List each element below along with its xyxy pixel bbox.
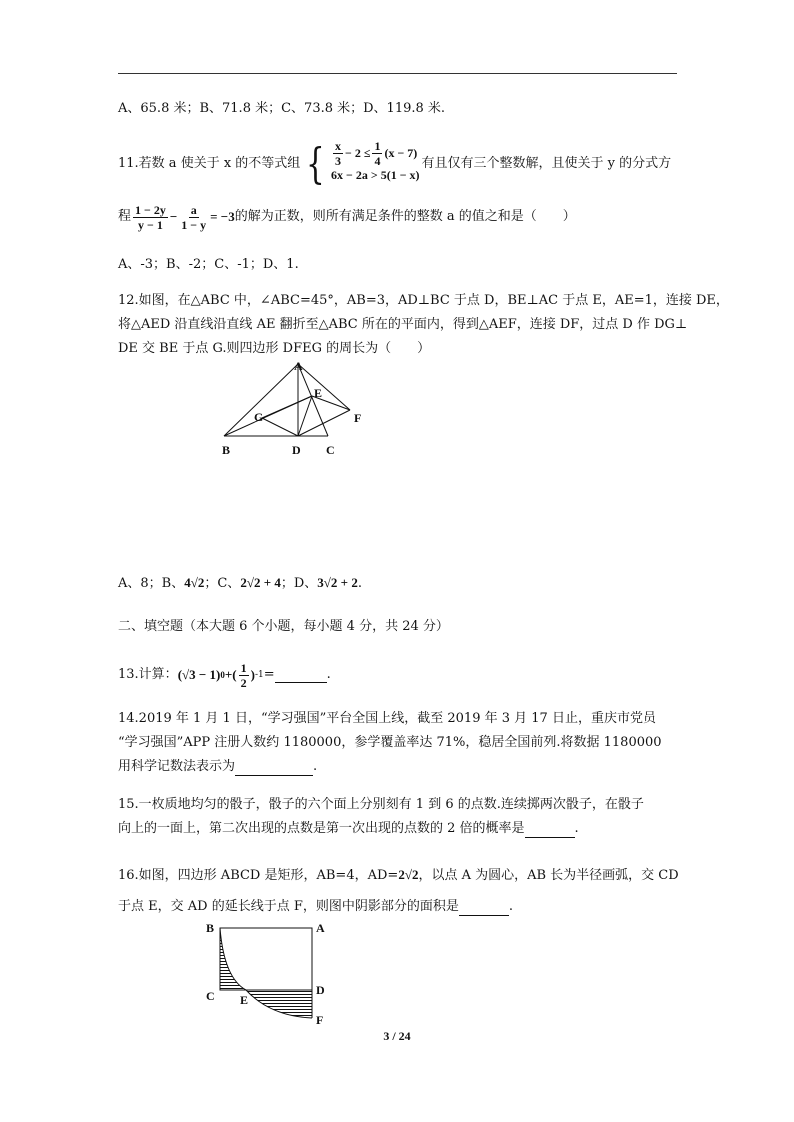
q11-line2 xyxy=(118,200,576,234)
q11-sys1-tail: (x − 7) xyxy=(384,146,418,160)
q14-line3: 用科学记数法表示为 . xyxy=(118,759,318,774)
q13-frac: $\frac{1}{2}$ xyxy=(240,660,247,690)
label-A: A xyxy=(294,360,303,373)
q10-options: A、65.8 米；B、71.8 米；C、73.8 米；D、119.8 米. xyxy=(118,101,446,116)
q11-line2-tail: 的解为正数，则所有满足条件的整数 a 的值之和是（ ） xyxy=(234,209,576,224)
label-D: D xyxy=(292,443,301,457)
q11-eq-rhs: = −3 xyxy=(210,209,235,224)
q11-eq-frac2: $\frac{a}{1 - y}$ xyxy=(181,202,207,232)
q11-options: A、-3；B、-2；C、-1；D、1. xyxy=(118,257,299,272)
q13-answer-blank[interactable] xyxy=(275,668,327,683)
label-B: B xyxy=(222,443,231,457)
q11-after-sys: 有且仅有三个整数解，且使关于 y 的分式方 xyxy=(421,156,672,171)
q12-line3: DE 交 BE 于点 G.则四边形 DFEG 的周长为（ ） xyxy=(118,341,431,356)
q14-answer-blank[interactable] xyxy=(235,761,313,776)
page-number: 3 / 24 xyxy=(383,1029,411,1043)
q15-answer-blank[interactable] xyxy=(525,823,575,838)
label-A: A xyxy=(316,921,325,935)
label-E: E xyxy=(240,993,249,1007)
q15-line2: 向上的一面上，第二次出现的点数是第一次出现的点数的 2 倍的概率是 . xyxy=(118,821,579,836)
q14-line1: 14.2019 年 1 月 1 日，“学习强国”平台全国上线，截至 2019 年 3 月 17 日止，重庆市党员 xyxy=(118,711,656,726)
q13-line: 13.计算： (√3 − 1) 0 +( $\frac{1}{2}$ ) -1 = . xyxy=(118,660,331,690)
q11-eq-minus: − xyxy=(169,209,178,224)
label-E: E xyxy=(314,386,323,400)
header-rule xyxy=(118,73,677,74)
q16-answer-blank[interactable] xyxy=(459,901,509,916)
q11-eq-frac1: $\frac{1 - 2y}{y - 1}$ xyxy=(135,202,166,232)
label-C: C xyxy=(206,989,215,1003)
label-B: B xyxy=(206,921,215,935)
label-G: G xyxy=(254,410,264,424)
q16-line1: 16.如图，四边形 ABCD 是矩形，AB=4，AD=2√2，以点 A 为圆心，AB 长为半径画弧，交 CD xyxy=(118,867,679,883)
label-D: D xyxy=(316,983,325,997)
q12-line1: 12.如图，在△ABC 中，∠ABC=45°，AB=3，AD⊥BC 于点 D，BE⊥AC 于点 E，AE=1，连接 DE， xyxy=(118,293,729,308)
q12-options: A、8；B、4√2；C、2√2 + 4；D、3√2 + 2. xyxy=(118,575,362,591)
section2-heading: 二、填空题（本大题 6 个小题，每小题 4 分，共 24 分） xyxy=(118,619,449,634)
q16-rectangle-arc-figure xyxy=(200,918,340,1030)
q11-inequality-system xyxy=(302,138,420,188)
q11-lead: 11.若数 a 使关于 x 的不等式组 xyxy=(118,156,301,171)
q12-triangle-figure xyxy=(210,360,370,460)
label-C: C xyxy=(326,443,335,457)
q11-frac-x-over-3: $\frac{x}{3}$ xyxy=(335,138,342,168)
q11-line2-lead: 程 xyxy=(118,209,132,224)
q11-sys2: 6x − 2a > 5(1 − x) xyxy=(331,168,420,182)
q15-line1: 15.一枚质地均匀的骰子，骰子的六个面上分别刻有 1 到 6 的点数.连续掷两次骰子，在骰子 xyxy=(118,797,644,812)
q11-sys1-mid: − 2 ≤ xyxy=(345,146,371,160)
left-brace-glyph: { xyxy=(306,139,326,188)
q11-line1 xyxy=(118,138,672,188)
q14-line2: “学习强国”APP 注册人数约 1180000，参学覆盖率达 71%，稳居全国前列.将数据 1180000 xyxy=(118,735,662,750)
label-F: F xyxy=(316,1013,324,1027)
q11-frac-1-over-4: $\frac{1}{4}$ xyxy=(374,138,381,168)
q12-line2: 将△AED 沿直线沿直线 AE 翻折至△ABC 所在的平面内，得到△AEF，连接 DF，过点 D 作 DG⊥ xyxy=(118,317,688,332)
label-F: F xyxy=(354,411,362,425)
q16-line2: 于点 E，交 AD 的延长线于点 F，则图中阴影部分的面积是 . xyxy=(118,899,513,914)
